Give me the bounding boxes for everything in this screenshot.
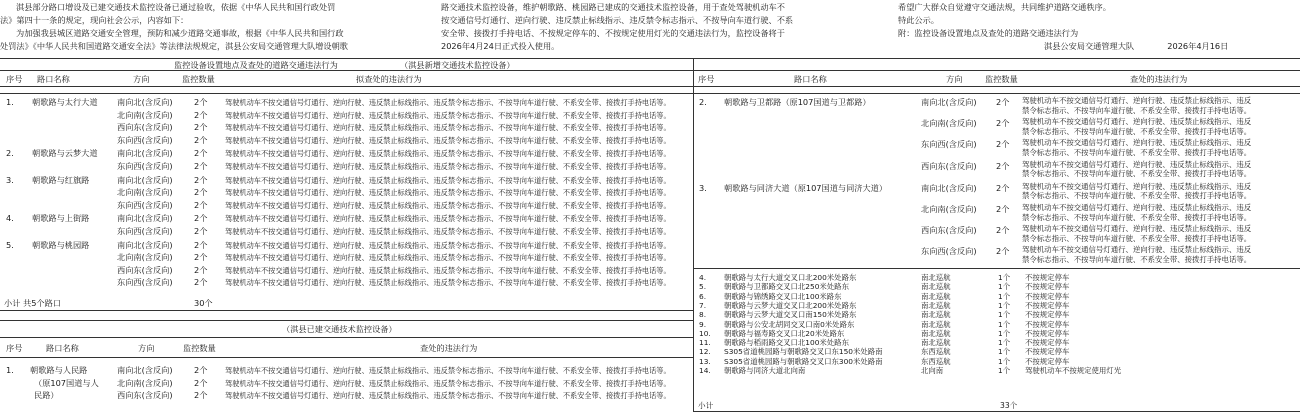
table1-title: 监控设备设置地点及查处的道路交通违法行为 [174, 60, 338, 70]
direction: 东向西(含反向) [117, 161, 173, 171]
direction: 南北巡航 [921, 310, 951, 320]
intersection-name: 朝歌路与同济大道（原107国道与同济大道） [724, 182, 888, 193]
table3-header-name: 路口名称 [794, 74, 827, 84]
violation-text: 不按规定停车 [1025, 273, 1070, 282]
camera-count: 1个 [998, 338, 1011, 348]
table1-subtitle: （淇县新增交通技术监控设备） [400, 60, 515, 70]
location-name: S305省道桃园路与朝歌路交叉口东300米处路南 [724, 356, 883, 366]
camera-count: 2个 [996, 139, 1010, 150]
row-number: 3. [699, 182, 707, 193]
camera-count: 2个 [194, 390, 208, 401]
violation-text: 禁令标志指示、不按导向车道行驶、不系安全带、接拨打手持电话等。 [1022, 191, 1252, 201]
violation-text: 不按规定停车 [1025, 328, 1070, 338]
intersection-name: 朝歌路与红旗路 [32, 174, 90, 185]
direction: 南向北(含反向) [117, 239, 173, 250]
intro-column-1 [0, 1, 440, 53]
violation-text: 驾驶机动车不按交通信号灯通行、逆向行驶、违反禁止标线指示、违反禁令标志指示、不按导向车道行驶、不系安全带、接拨打手持电话等。 [225, 265, 671, 275]
direction: 北向南(含反向) [921, 118, 977, 129]
violation-text: 驾驶机动车不按交通信号灯通行、逆向行驶、违反禁止标线指示、违反 [1022, 203, 1252, 212]
direction: 北向南(含反向) [117, 109, 173, 120]
violation-text: 驾驶机动车不按交通信号灯通行、逆向行驶、违反禁止标线指示、违反禁令标志指示、不按导向车道行驶、不系安全带、接拨打手持电话等。 [225, 98, 671, 107]
table2-header-violation: 查处的违法行为 [420, 343, 478, 353]
camera-count: 2个 [194, 213, 208, 224]
violation-text: 不按规定停车 [1025, 282, 1070, 292]
violation-text: 禁令标志指示、不按导向车道行驶、不系安全带、接拨打手持电话等。 [1022, 105, 1252, 115]
direction: 南向北(含反向) [117, 148, 173, 159]
direction: 东向西(含反向) [117, 199, 173, 210]
intersection-name: 朝歌路与卫都路（原107国道与卫都路） [724, 97, 871, 107]
row-number: 2. [699, 97, 707, 107]
camera-count: 1个 [998, 310, 1011, 320]
camera-count: 2个 [194, 252, 208, 263]
direction: 南北巡航 [921, 300, 951, 310]
violation-text: 不按规定停车 [1025, 338, 1070, 348]
location-name: 朝歌路与公安北胡同交叉口南0米处路东 [724, 319, 855, 329]
intro-column-3 [898, 1, 1298, 53]
violation-text: 驾驶机动车不按交通信号灯通行、逆向行驶、违反禁止标线指示、违反禁令标志指示、不按导向车道行驶、不系安全带、接拨打手持电话等。 [225, 378, 671, 388]
camera-count: 2个 [194, 277, 208, 288]
camera-count: 2个 [194, 134, 208, 145]
intro-line: 附：监控设备设置地点及查处的道路交通违法行为 [898, 28, 1079, 38]
camera-count: 1个 [998, 319, 1011, 329]
camera-count: 1个 [998, 291, 1011, 301]
direction: 东西巡航 [921, 356, 951, 366]
intersection-name: 朝歌路与云梦大道 [32, 148, 98, 159]
intro-line: 法》第四十一条的规定，现向社会公示，内容如下： [0, 15, 189, 25]
direction: 南北巡航 [921, 291, 951, 301]
camera-count: 2个 [996, 225, 1010, 236]
camera-count: 2个 [996, 118, 1010, 129]
camera-count: 1个 [998, 347, 1011, 357]
table2-subtitle: （淇县已建交通技术监控设备） [282, 324, 397, 334]
camera-count: 1个 [998, 328, 1011, 338]
subtotal-count: 30个 [194, 298, 213, 308]
violation-text: 禁令标志指示、不按导向车道行驶、不系安全带、接拨打手持电话等。 [1022, 212, 1252, 222]
direction: 东向西(含反向) [921, 139, 977, 150]
subtotal-label: 小计 [4, 298, 21, 308]
camera-count: 2个 [194, 97, 208, 107]
violation-text: 驾驶机动车不按交通信号灯通行、逆向行驶、违反禁止标线指示、违反禁令标志指示、不按导向车道行驶、不系安全带、接拨打手持电话等。 [225, 110, 671, 120]
violation-text: 不按规定停车 [1025, 347, 1070, 357]
direction: 南向北(含反向) [117, 174, 173, 185]
camera-count: 2个 [194, 377, 208, 388]
table2-header-no: 序号 [6, 343, 23, 353]
location-name: 朝歌路与锦绣路交叉口北100米路东 [724, 291, 842, 301]
row-number: 5. [699, 282, 707, 292]
direction: 东向西(含反向) [921, 246, 977, 257]
row-number: 4. [699, 273, 707, 282]
table2-row-no: 1. [6, 365, 14, 375]
subtotal-roads: 共5个路口 [23, 298, 61, 308]
location-name: S305省道桃园路与朝歌路交叉口东150米处路南 [724, 347, 883, 357]
table2-header-count: 监控数量 [183, 343, 216, 353]
camera-count: 2个 [194, 239, 208, 250]
direction: 北向南(含反向) [117, 252, 173, 263]
table1-header-violation: 拟查处的违法行为 [356, 74, 422, 84]
camera-count: 2个 [996, 246, 1010, 257]
table2-header-direction: 方向 [138, 343, 155, 353]
direction: 南向北(含反向) [921, 97, 977, 107]
table1-header-no: 序号 [6, 74, 23, 84]
location-name: 朝歌路与稻雨路交叉口北100米处路东 [724, 338, 849, 348]
direction: 东向西(含反向) [117, 226, 173, 236]
violation-text: 驾驶机动车不按交通信号灯通行、逆向行驶、违反禁止标线指示、违反 [1022, 117, 1252, 127]
violation-text: 不按规定停车 [1025, 300, 1070, 310]
location-name: 朝歌路与太行大道交叉口北200米处路东 [724, 273, 857, 282]
intro-line: 路交通技术监控设备，维护朝歌路、桃园路已建成的交通技术监控设备，用于查处驾驶机动车不 [441, 2, 785, 12]
intro-line: 特此公示。 [898, 15, 939, 25]
camera-count: 2个 [194, 365, 208, 375]
violation-text: 不按规定停车 [1025, 319, 1070, 329]
camera-count: 1个 [998, 366, 1011, 375]
violation-text: 驾驶机动车不按交通信号灯通行、逆向行驶、违反禁止标线指示、违反 [1022, 224, 1252, 234]
violation-text: 不按规定停车 [1025, 291, 1070, 301]
table3-subtotal-count: 33个 [1000, 401, 1018, 410]
violation-text: 驾驶机动车不按规定使用灯光 [1025, 366, 1122, 375]
violation-text: 驾驶机动车不按交通信号灯通行、逆向行驶、违反禁止标线指示、违反禁令标志指示、不按导向车道行驶、不系安全带、接拨打手持电话等。 [225, 366, 671, 375]
table3-subtotal-label: 小计 [698, 401, 714, 410]
intro-column-2 [441, 1, 881, 53]
table1-header-name: 路口名称 [37, 74, 70, 84]
intro-line: 按交通信号灯通行、逆向行驶、违反禁止标线指示、违反禁令标志指示、不按导向车道行驶、不系 [441, 15, 794, 25]
direction: 南向北(含反向) [117, 365, 173, 375]
violation-text: 驾驶机动车不按交通信号灯通行、逆向行驶、违反禁止标线指示、违反禁令标志指示、不按导向车道行驶、不系安全带、接拨打手持电话等。 [225, 149, 671, 159]
row-number: 3. [6, 174, 14, 185]
intro-line: 2026年4月24日正式投入使用。 [441, 41, 560, 51]
violation-text: 驾驶机动车不按交通信号灯通行、逆向行驶、违反禁止标线指示、违反禁令标志指示、不按导向车道行驶、不系安全带、接拨打手持电话等。 [225, 227, 671, 236]
table2-row-name [30, 364, 99, 402]
direction: 南北巡航 [921, 328, 951, 338]
location-name: 朝歌路与福寿路交叉口北20米处路东 [724, 328, 845, 338]
direction: 西向东(含反向) [117, 390, 173, 401]
violation-text: 驾驶机动车不按交通信号灯通行、逆向行驶、违反禁止标线指示、违反 [1022, 159, 1252, 169]
name-line: （原107国道与人 [34, 377, 99, 388]
name-line: 朝歌路与人民路 [30, 365, 88, 375]
camera-count: 1个 [998, 356, 1011, 366]
camera-count: 2个 [194, 109, 208, 120]
intro-line: 希望广大群众自觉遵守交通法规，共同维护道路交通秩序。 [898, 2, 1111, 12]
violation-text: 驾驶机动车不按交通信号灯通行、逆向行驶、违反禁止标线指示、违反禁令标志指示、不按导向车道行驶、不系安全带、接拨打手持电话等。 [225, 135, 671, 145]
intersection-name: 朝歌路与桃园路 [32, 239, 90, 250]
violation-text: 禁令标志指示、不按导向车道行驶、不系安全带、接拨打手持电话等。 [1022, 126, 1252, 136]
violation-text: 驾驶机动车不按交通信号灯通行、逆向行驶、违反禁止标线指示、违反禁令标志指示、不按导向车道行驶、不系安全带、接拨打手持电话等。 [225, 278, 671, 288]
camera-count: 2个 [996, 182, 1010, 193]
direction: 北向南(含反向) [921, 204, 977, 214]
violation-text: 驾驶机动车不按交通信号灯通行、逆向行驶、违反禁止标线指示、违反 [1022, 138, 1252, 148]
camera-count: 2个 [194, 264, 208, 275]
row-number: 1. [6, 97, 14, 107]
table2-header-name: 路口名称 [46, 343, 79, 353]
direction: 西向东(含反向) [117, 122, 173, 133]
camera-count: 2个 [194, 187, 208, 198]
direction: 北向南(含反向) [117, 377, 173, 388]
violation-text: 驾驶机动车不按交通信号灯通行、逆向行驶、违反禁止标线指示、违反禁令标志指示、不按导向车道行驶、不系安全带、接拨打手持电话等。 [225, 391, 671, 401]
row-number: 13. [699, 356, 711, 366]
row-number: 2. [6, 148, 14, 159]
intersection-name: 朝歌路与太行大道 [32, 97, 98, 107]
direction: 南北巡航 [921, 282, 951, 292]
violation-text: 驾驶机动车不按交通信号灯通行、逆向行驶、违反禁止标线指示、违反禁令标志指示、不按导向车道行驶、不系安全带、接拨打手持电话等。 [225, 123, 671, 133]
direction: 西向东(含反向) [921, 160, 977, 171]
camera-count: 1个 [998, 300, 1011, 310]
camera-count: 2个 [194, 148, 208, 159]
violation-text: 禁令标志指示、不按导向车道行驶、不系安全带、接拨打手持电话等。 [1022, 147, 1252, 157]
notice-date: 2026年4月16日 [1167, 41, 1229, 51]
intro-line: 为加强我县城区道路交通安全管理，预防和减少道路交通事故，根据《中华人民共和国行政 [16, 28, 344, 38]
direction: 南北巡航 [921, 338, 951, 348]
location-name: 朝歌路与云梦大道交叉口南150米处路东 [724, 310, 857, 320]
table1-header-count: 监控数量 [182, 74, 215, 84]
violation-text: 禁令标志指示、不按导向车道行驶、不系安全带、接拨打手持电话等。 [1022, 254, 1252, 264]
camera-count: 2个 [996, 160, 1010, 171]
name-line: 民路） [34, 390, 59, 400]
violation-text: 驾驶机动车不按交通信号灯通行、逆向行驶、违反禁止标线指示、违反 [1022, 245, 1252, 255]
camera-count: 2个 [194, 174, 208, 185]
location-name: 朝歌路与卫都路交叉口北250米处路东 [724, 282, 849, 292]
violation-text: 驾驶机动车不按交通信号灯通行、逆向行驶、违反禁止标线指示、违反禁令标志指示、不按导向车道行驶、不系安全带、接拨打手持电话等。 [225, 188, 671, 198]
row-number: 11. [699, 338, 711, 348]
row-number: 14. [699, 366, 711, 375]
intersection-name: 朝歌路与上街路 [32, 213, 90, 224]
violation-text: 禁令标志指示、不按导向车道行驶、不系安全带、接拨打手持电话等。 [1022, 233, 1252, 243]
camera-count: 2个 [996, 204, 1010, 214]
table1-subtotal [4, 297, 61, 310]
signature: 淇县公安局交通管理大队 [1044, 41, 1135, 51]
table3-header-violation: 查处的违法行为 [1130, 74, 1188, 84]
violation-text: 禁令标志指示、不按导向车道行驶、不系安全带、接拨打手持电话等。 [1022, 169, 1252, 179]
violation-text: 驾驶机动车不按交通信号灯通行、逆向行驶、违反禁止标线指示、违反禁令标志指示、不按导向车道行驶、不系安全带、接拨打手持电话等。 [225, 175, 671, 185]
violation-text: 驾驶机动车不按交通信号灯通行、逆向行驶、违反禁止标线指示、违反禁令标志指示、不按导向车道行驶、不系安全带、接拨打手持电话等。 [225, 253, 671, 263]
camera-count: 1个 [998, 282, 1011, 292]
camera-count: 2个 [194, 226, 208, 236]
direction: 南北巡航 [921, 273, 951, 282]
direction: 东西巡航 [921, 347, 951, 357]
intro-line: 安全带、接拨打手持电话、不按规定停车的、不按规定使用灯光的交通违法行为，监控设备将于 [441, 28, 785, 38]
row-number: 4. [6, 213, 14, 224]
direction: 南北巡航 [921, 319, 951, 329]
direction: 北向南 [921, 366, 944, 375]
violation-text: 驾驶机动车不按交通信号灯通行、逆向行驶、违反禁止标线指示、违反禁令标志指示、不按导向车道行驶、不系安全带、接拨打手持电话等。 [225, 162, 671, 171]
intro-line: 处罚法》《中华人民共和国道路交通安全法》等法律法规规定，淇县公安局交通管理大队增设朝歌 [0, 41, 348, 51]
camera-count: 2个 [194, 199, 208, 210]
camera-count: 2个 [194, 161, 208, 171]
location-name: 朝歌路与云梦大道交叉口北200米处路东 [724, 300, 857, 310]
camera-count: 1个 [998, 273, 1011, 282]
row-number: 12. [699, 347, 711, 357]
direction: 东向西(含反向) [117, 134, 173, 145]
row-number: 6. [699, 291, 707, 301]
direction: 北向南(含反向) [117, 187, 173, 198]
direction: 西向东(含反向) [921, 225, 977, 236]
direction: 南向北(含反向) [921, 182, 977, 193]
violation-text: 驾驶机动车不按交通信号灯通行、逆向行驶、违反禁止标线指示、违反 [1022, 181, 1252, 191]
intro-line: 淇县部分路口增设及已建交通技术监控设备已通过验收，依据《中华人民共和国行政处罚 [16, 2, 336, 12]
violation-text: 驾驶机动车不按交通信号灯通行、逆向行驶、违反禁止标线指示、违反禁令标志指示、不按导向车道行驶、不系安全带、接拨打手持电话等。 [225, 214, 671, 224]
row-number: 10. [699, 328, 711, 338]
camera-count: 2个 [194, 122, 208, 133]
violation-text: 不按规定停车 [1025, 356, 1070, 366]
table3-header-direction: 方向 [946, 74, 963, 84]
camera-count: 2个 [996, 97, 1010, 107]
direction: 东向西(含反向) [117, 277, 173, 288]
violation-text: 驾驶机动车不按交通信号灯通行、逆向行驶、违反禁止标线指示、违反禁令标志指示、不按导向车道行驶、不系安全带、接拨打手持电话等。 [225, 240, 671, 250]
table1-header-direction: 方向 [133, 74, 150, 84]
row-number: 8. [699, 310, 707, 320]
violation-text: 驾驶机动车不按交通信号灯通行、逆向行驶、违反禁止标线指示、违反禁令标志指示、不按导向车道行驶、不系安全带、接拨打手持电话等。 [225, 200, 671, 210]
direction: 南向北(含反向) [117, 213, 173, 224]
row-number: 5. [6, 239, 14, 250]
direction: 西向东(含反向) [117, 264, 173, 275]
row-number: 9. [699, 319, 707, 329]
table3-header-count: 监控数量 [985, 74, 1018, 84]
row-number: 7. [699, 300, 707, 310]
table3-header-no: 序号 [698, 74, 715, 84]
direction: 南向北(含反向) [117, 97, 173, 107]
location-name: 朝歌路与同济大道北向南 [724, 366, 806, 375]
violation-text: 驾驶机动车不按交通信号灯通行、逆向行驶、违反禁止标线指示、违反 [1022, 96, 1252, 105]
violation-text: 不按规定停车 [1025, 310, 1070, 320]
